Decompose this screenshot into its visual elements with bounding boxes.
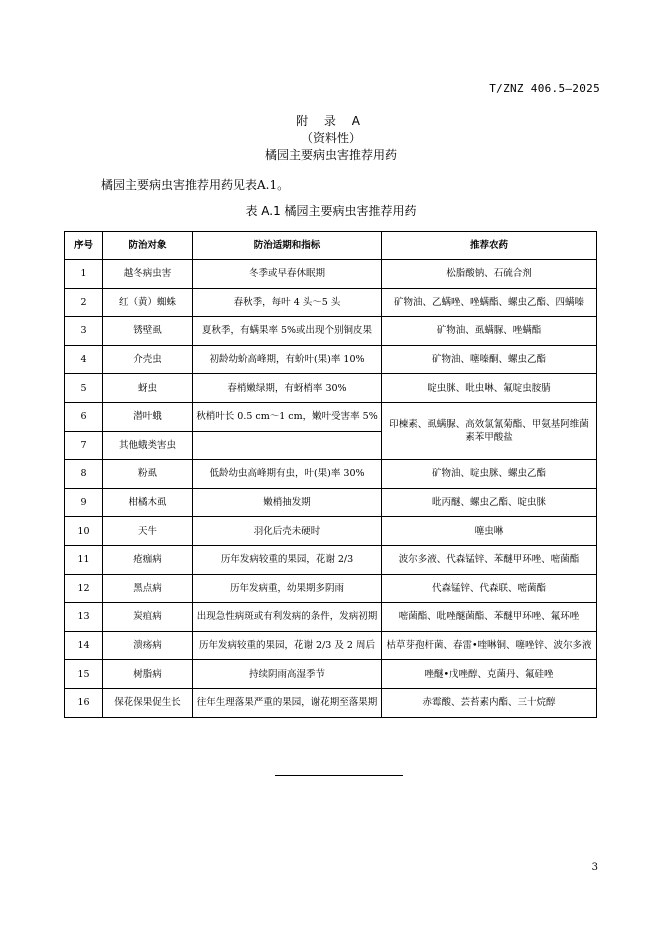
cell-target: 蚜虫 (103, 374, 193, 403)
page-number: 3 (591, 862, 598, 873)
cell-target: 黑点病 (103, 574, 193, 603)
table-row (65, 631, 597, 660)
cell-target: 溃疡病 (103, 631, 193, 660)
table-row (65, 288, 597, 317)
table-header-row (65, 232, 597, 260)
cell-period: 历年发病较重的果园，花谢 2/3 (193, 545, 382, 574)
cell-pesticide: 啶虫脒、吡虫啉、氟啶虫胺腈 (382, 374, 597, 403)
cell-target: 炭疽病 (103, 603, 193, 632)
table-row (65, 317, 597, 346)
cell-pesticide-merged: 印楝素、虱螨脲、高效氯氰菊酯、甲氨基阿维菌素苯甲酸盐 (382, 402, 597, 459)
table-row (65, 260, 597, 289)
cell-no: 6 (65, 402, 103, 431)
cell-period: 出现急性病斑或有利发病的条件，发病初期 (193, 603, 382, 632)
table-row (65, 517, 597, 546)
cell-no: 2 (65, 288, 103, 317)
cell-period: 低龄幼虫高峰期有虫，叶(果)率 30% (193, 460, 382, 489)
cell-period: 春秋季，每叶 4 头～5 头 (193, 288, 382, 317)
table-row (65, 345, 597, 374)
cell-no: 8 (65, 460, 103, 489)
cell-target: 疮痂病 (103, 545, 193, 574)
cell-no: 15 (65, 660, 103, 689)
cell-target: 其他蛾类害虫 (103, 431, 193, 460)
cell-period: 往年生理落果严重的果园，谢花期至落果期 (193, 688, 382, 717)
header-no: 序号 (65, 232, 103, 260)
cell-period: 历年发病较重的果园，花谢 2/3 及 2 周后 (193, 631, 382, 660)
table-row (65, 545, 597, 574)
table-row (65, 603, 597, 632)
footer-divider (275, 775, 403, 776)
table-row (65, 488, 597, 517)
cell-pesticide: 波尔多液、代森锰锌、苯醚甲环唑、嘧菌酯 (382, 545, 597, 574)
cell-pesticide: 吡丙醚、螺虫乙酯、啶虫脒 (382, 488, 597, 517)
cell-target: 介壳虫 (103, 345, 193, 374)
header-period: 防治适期和指标 (193, 232, 382, 260)
cell-target: 柑橘木虱 (103, 488, 193, 517)
appendix-heading: 橘园主要病虫害推荐用药 (264, 148, 397, 162)
cell-pesticide: 噻虫啉 (382, 517, 597, 546)
table-row (65, 460, 597, 489)
cell-pesticide: 代森锰锌、代森联、嘧菌酯 (382, 574, 597, 603)
cell-target: 越冬病虫害 (103, 260, 193, 289)
cell-period: 历年发病重，幼果期多阴雨 (193, 574, 382, 603)
table-row (65, 574, 597, 603)
cell-pesticide: 枯草芽孢杆菌、春雷•喹啉铜、噻唑锌、波尔多液 (382, 631, 597, 660)
cell-no: 14 (65, 631, 103, 660)
cell-no: 1 (65, 260, 103, 289)
cell-period: 持续阴雨高湿季节 (193, 660, 382, 689)
table-caption: 表 A.1 橘园主要病虫害推荐用药 (245, 204, 417, 218)
cell-pesticide: 赤霉酸、芸苔素内酯、三十烷醇 (382, 688, 597, 717)
cell-no: 5 (65, 374, 103, 403)
cell-target: 粉虱 (103, 460, 193, 489)
table-row (65, 688, 597, 717)
cell-period: 夏秋季，有螨果率 5%或出现个别铜皮果 (193, 317, 382, 346)
cell-target: 锈壁虱 (103, 317, 193, 346)
cell-no: 4 (65, 345, 103, 374)
cell-period: 秋梢叶长 0.5 cm～1 cm，嫩叶受害率 5% (193, 402, 382, 431)
header-target: 防治对象 (103, 232, 193, 260)
cell-target: 树脂病 (103, 660, 193, 689)
cell-no: 11 (65, 545, 103, 574)
appendix-subtitle: （资料性） (300, 131, 361, 145)
intro-paragraph: 橘园主要病虫害推荐用药见表A.1。 (101, 178, 290, 192)
table-row (65, 374, 597, 403)
appendix-title: 附 录 A (296, 114, 366, 128)
header-pesticide: 推荐农药 (382, 232, 597, 260)
table-row (65, 402, 597, 431)
cell-period: 初龄幼蚧高峰期，有蚧叶(果)率 10% (193, 345, 382, 374)
cell-pesticide: 嘧菌酯、吡唑醚菌酯、苯醚甲环唑、氟环唑 (382, 603, 597, 632)
cell-no: 12 (65, 574, 103, 603)
cell-no: 3 (65, 317, 103, 346)
cell-target: 潜叶蛾 (103, 402, 193, 431)
cell-pesticide: 矿物油、啶虫脒、螺虫乙酯 (382, 460, 597, 489)
table-row (65, 660, 597, 689)
cell-no: 10 (65, 517, 103, 546)
cell-no: 7 (65, 431, 103, 460)
cell-no: 16 (65, 688, 103, 717)
cell-period (193, 431, 382, 460)
cell-target: 天牛 (103, 517, 193, 546)
cell-pesticide: 矿物油、噻嗪酮、螺虫乙酯 (382, 345, 597, 374)
document-code: T/ZNZ 406.5—2025 (489, 82, 600, 95)
cell-target: 红（黄）蜘蛛 (103, 288, 193, 317)
cell-target: 保花保果促生长 (103, 688, 193, 717)
cell-period: 嫩梢抽发期 (193, 488, 382, 517)
cell-period: 春梢嫩绿期，有蚜梢率 30% (193, 374, 382, 403)
cell-no: 13 (65, 603, 103, 632)
cell-period: 羽化后壳未硬时 (193, 517, 382, 546)
cell-no: 9 (65, 488, 103, 517)
cell-period: 冬季或早春休眠期 (193, 260, 382, 289)
cell-pesticide: 唑醚•戊唑醇、克菌丹、氟硅唑 (382, 660, 597, 689)
pesticide-table (64, 231, 597, 718)
cell-pesticide: 矿物油、虱螨脲、唑螨酯 (382, 317, 597, 346)
cell-pesticide: 松脂酸钠、石硫合剂 (382, 260, 597, 289)
cell-pesticide: 矿物油、乙螨唑、唑螨酯、螺虫乙酯、四螨嗪 (382, 288, 597, 317)
